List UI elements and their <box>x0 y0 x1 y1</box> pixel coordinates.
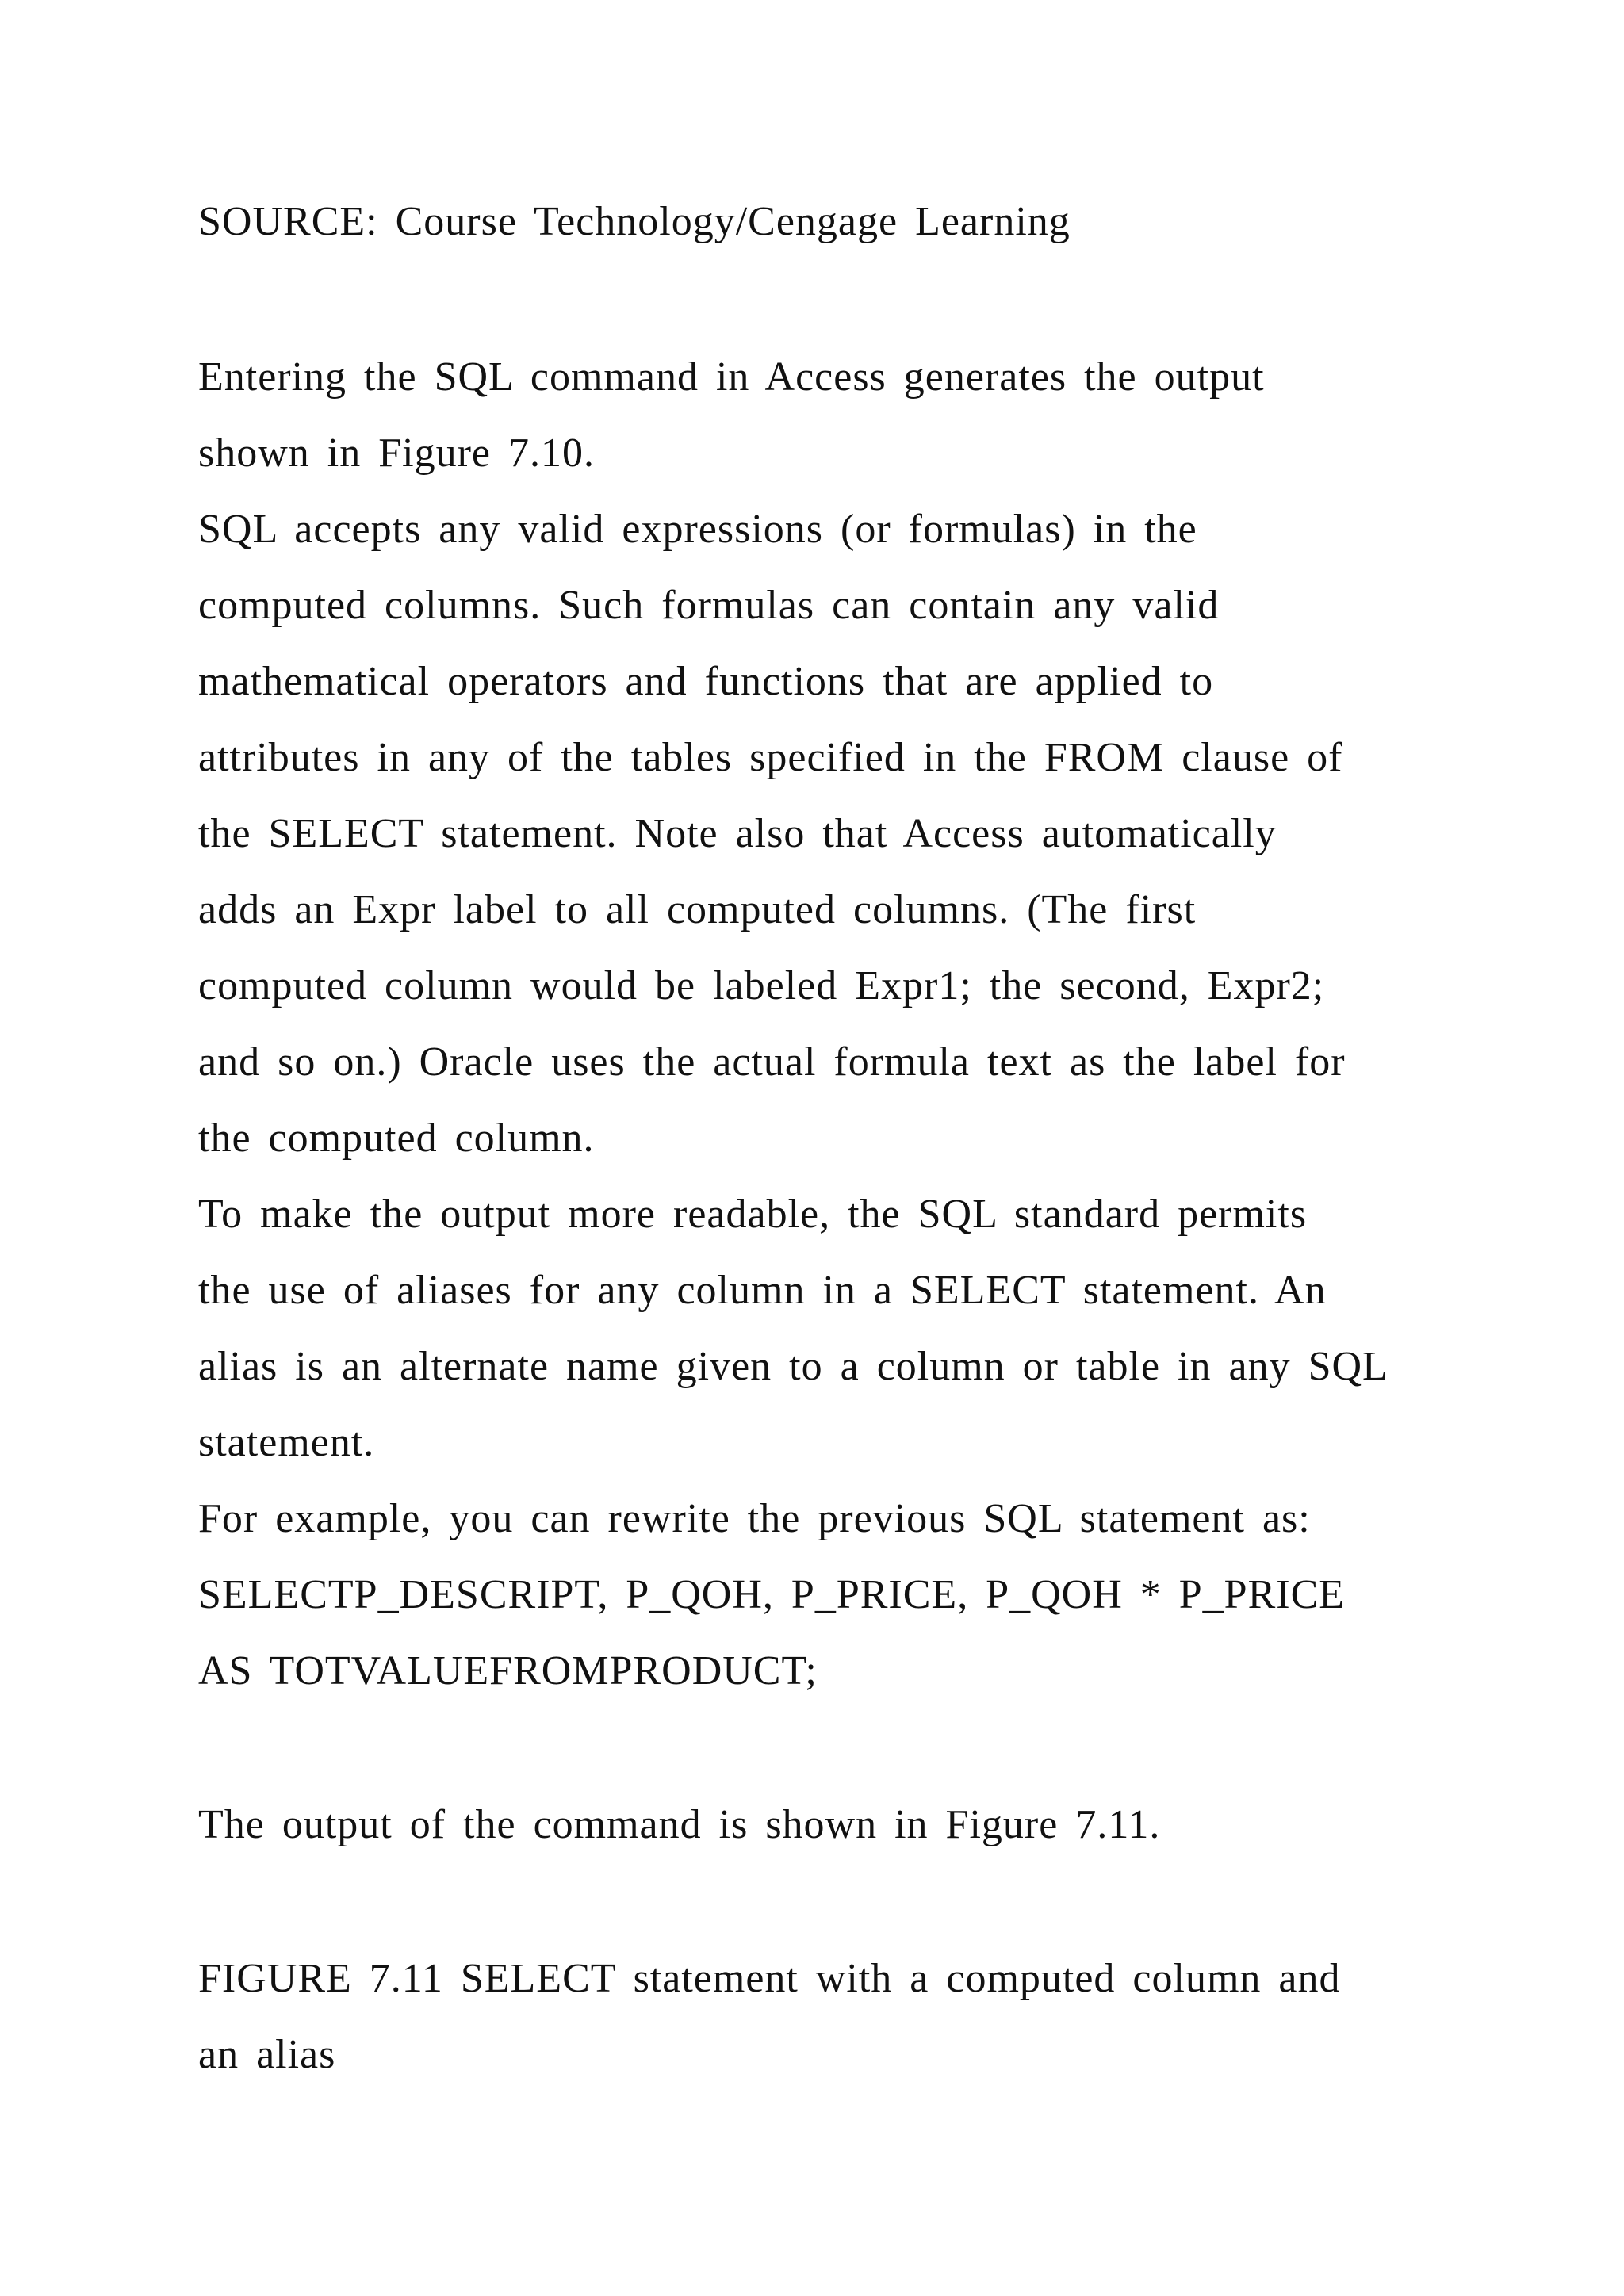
paragraph-2-line-8: and so on.) Oracle uses the actual formula text as the label for <box>198 1039 1346 1085</box>
paragraph-2-line-3: mathematical operators and functions that are applied to <box>198 659 1214 704</box>
paragraph-2-line-7: computed column would be labeled Expr1; the second, Expr2; <box>198 963 1325 1008</box>
paragraph-2-line-5: the SELECT statement. Note also that Access automatically <box>198 811 1277 856</box>
sql-statement-line-1: SELECTP_DESCRIPT, P_QOH, P_PRICE, P_QOH * P_PRICE <box>198 1572 1346 1617</box>
source-line: SOURCE: Course Technology/Cengage Learning <box>198 199 1071 244</box>
paragraph-3-line-2: the use of aliases for any column in a SELECT statement. An <box>198 1268 1327 1313</box>
paragraph-3-line-3: alias is an alternate name given to a column or table in any SQL <box>198 1344 1388 1389</box>
paragraph-1-line-2: shown in Figure 7.10. <box>198 430 595 476</box>
paragraph-2-line-1: SQL accepts any valid expressions (or formulas) in the <box>198 507 1197 552</box>
paragraph-3-line-4: statement. <box>198 1420 375 1465</box>
figure-caption-line-2: an alias <box>198 2032 336 2077</box>
paragraph-4-line-1: For example, you can rewrite the previous SQL statement as: <box>198 1496 1311 1541</box>
figure-caption-line-1: FIGURE 7.11 SELECT statement with a computed column and <box>198 1956 1341 2001</box>
paragraph-1-line-1: Entering the SQL command in Access generates the output <box>198 354 1265 400</box>
paragraph-5-line-1: The output of the command is shown in Figure 7.11. <box>198 1802 1161 1847</box>
paragraph-2-line-4: attributes in any of the tables specified in the FROM clause of <box>198 735 1343 780</box>
paragraph-2-line-2: computed columns. Such formulas can contain any valid <box>198 583 1220 628</box>
paragraph-2-line-6: adds an Expr label to all computed columns. (The first <box>198 887 1197 932</box>
paragraph-3-line-1: To make the output more readable, the SQL standard permits <box>198 1192 1308 1237</box>
sql-statement-line-2: AS TOTVALUEFROMPRODUCT; <box>198 1648 818 1693</box>
paragraph-2-line-9: the computed column. <box>198 1115 595 1161</box>
